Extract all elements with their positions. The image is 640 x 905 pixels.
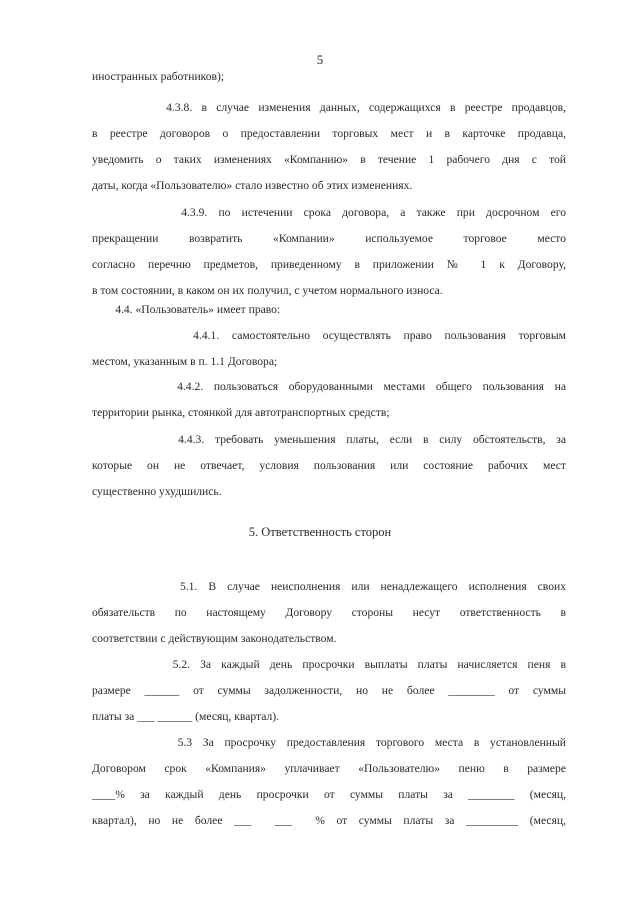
text-line: размере ______ от суммы задолженности, но не более ________ от суммы	[92, 684, 566, 697]
text-line: которые он не отвечает, условия пользования или состояние рабочих мест	[92, 459, 566, 472]
text-line: 5.2. За каждый день просрочки выплаты платы начисляется пеня в	[92, 658, 566, 671]
paragraph-4-3-8	[92, 95, 566, 199]
paragraph-5-2	[92, 652, 566, 730]
paragraph-5-1	[92, 574, 566, 652]
text-line: в реестре договоров о предоставлении торговых мест и в карточке продавца,	[92, 127, 566, 140]
text-line: 4.3.8. в случае изменения данных, содержащихся в реестре продавцов,	[92, 101, 566, 114]
text-line: иностранных работников);	[92, 70, 225, 83]
text-line: Договором срок «Компания» уплачивает «Пользователю» пеню в размере	[92, 762, 566, 775]
section-heading: 5. Ответственность сторон	[248, 525, 392, 539]
text-line: согласно перечню предметов, приведенному в приложении № 1 к Договору,	[92, 258, 566, 271]
text-line: прекращении возвратить «Компании» используемое торговое место	[92, 232, 566, 245]
text-line: ____% за каждый день просрочки от суммы платы за ________ (месяц,	[92, 788, 566, 801]
text-line: 4.4. «Пользователь» имеет право:	[92, 303, 281, 316]
paragraph-4-4	[92, 297, 566, 323]
page-number: 5	[316, 52, 324, 67]
paragraph-4-4-2	[92, 374, 566, 426]
paragraph-4-4-3	[92, 427, 566, 505]
text-line: 4.3.9. по истечении срока договора, а также при досрочном его	[92, 206, 566, 219]
text-line: 5.1. В случае неисполнения или ненадлежащего исполнения своих	[92, 580, 566, 593]
text-line: 4.4.2. пользоваться оборудованными местами общего пользования на	[92, 380, 566, 393]
paragraph-4-4-1	[92, 323, 566, 375]
text-line: платы за ___ ______ (месяц, квартал).	[92, 710, 280, 723]
text-line: в том состоянии, в каком он их получил, с учетом нормального износа.	[92, 284, 443, 297]
paragraph-5-3	[92, 730, 566, 834]
text-line: даты, когда «Пользователю» стало известно об этих изменениях.	[92, 179, 413, 192]
text-line: обязательств по настоящему Договору стороны несут ответственность в	[92, 606, 566, 619]
text-line: 4.4.3. требовать уменьшения платы, если в силу обстоятельств, за	[92, 433, 566, 446]
paragraph-4-3-9	[92, 200, 566, 304]
text-line: квартал), но не более ___ ___ % от суммы платы за _________ (месяц,	[92, 814, 566, 827]
paragraph-continuation	[92, 64, 566, 90]
text-line: 5.3 За просрочку предоставления торгового места в установленный	[92, 736, 566, 749]
text-line: существенно ухудшились.	[92, 485, 222, 498]
text-line: соответствии с действующим законодательством.	[92, 632, 337, 645]
text-line: местом, указанным в п. 1.1 Договора;	[92, 355, 278, 368]
text-line: уведомить о таких изменениях «Компанию» в течение 1 рабочего дня с той	[92, 153, 566, 166]
text-line: 4.4.1. самостоятельно осуществлять право пользования торговым	[92, 329, 566, 342]
text-line: территории рынка, стоянкой для автотранспортных средств;	[92, 406, 390, 419]
